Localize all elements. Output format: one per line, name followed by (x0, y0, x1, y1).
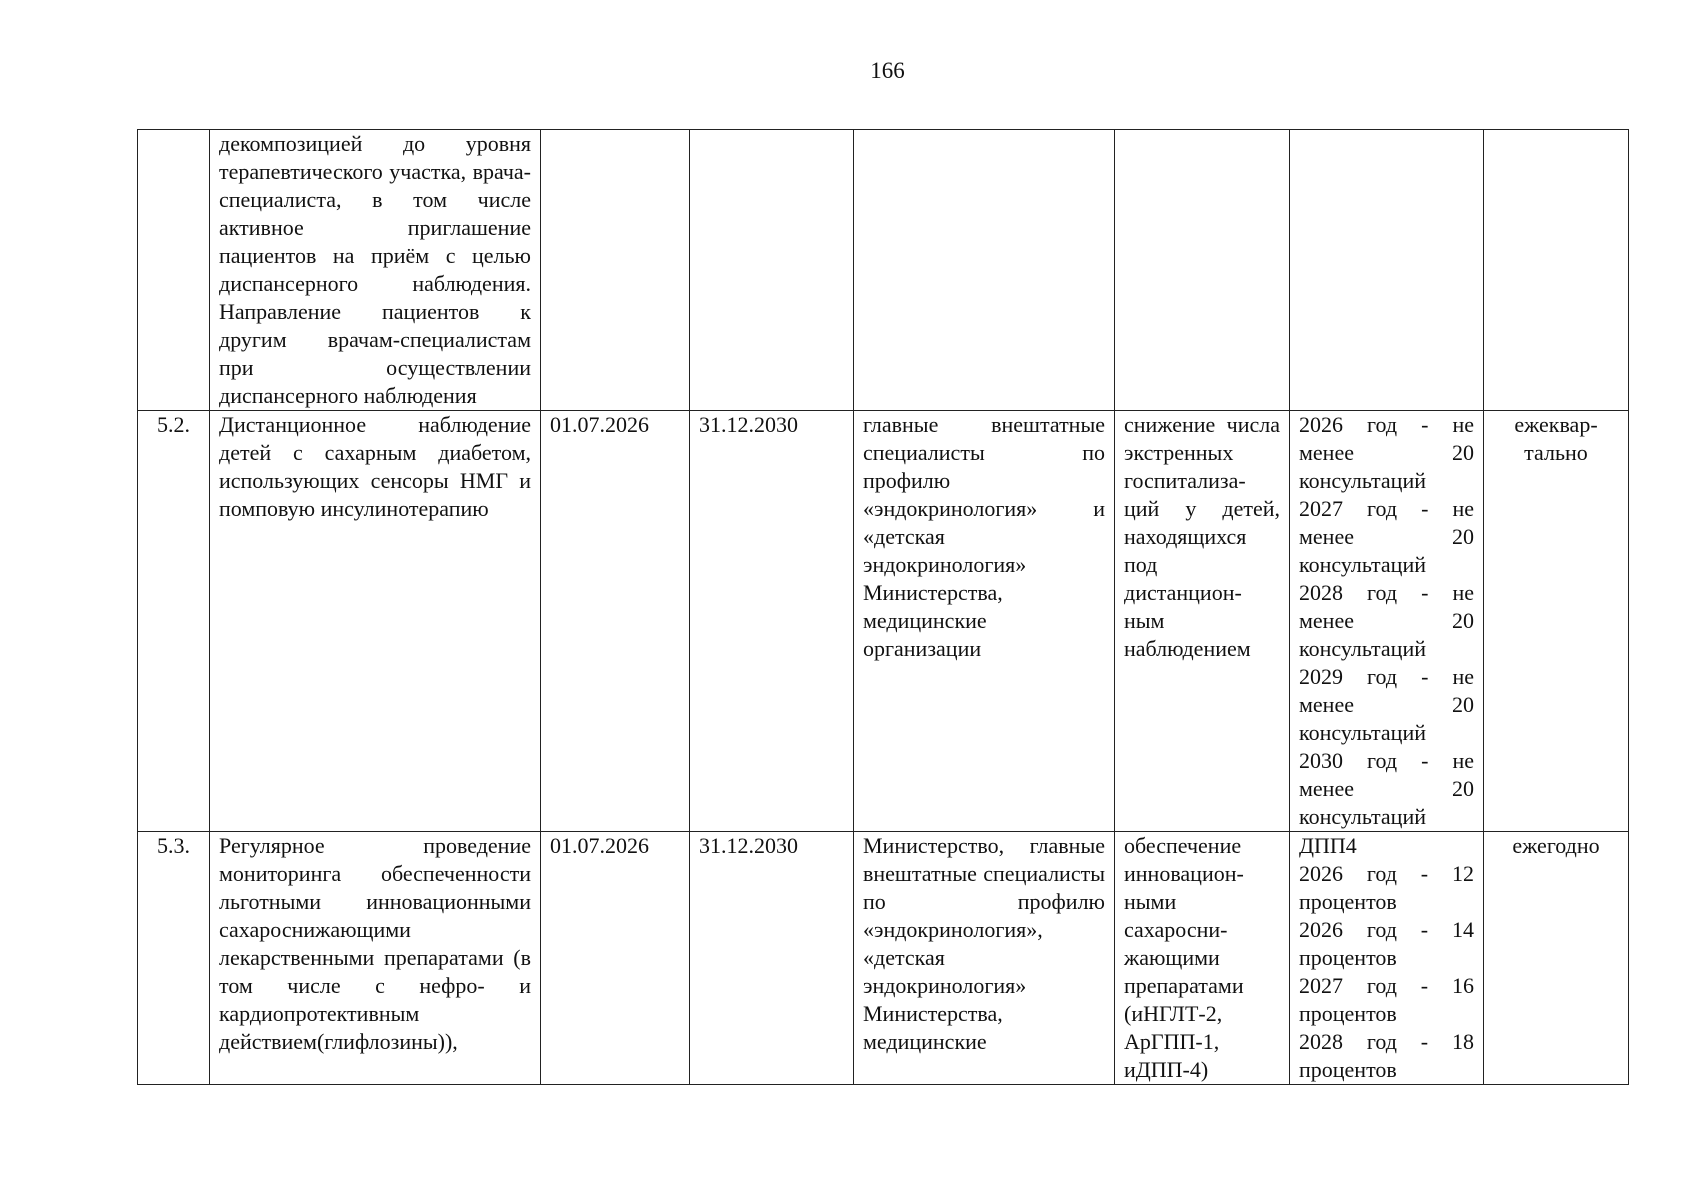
table-row (138, 832, 1629, 1085)
end-date-cell: 31.12.2030 (690, 832, 854, 1085)
end-date-cell: 31.12.2030 (690, 411, 854, 832)
responsible-cell: главные внештатные специалисты по профилю «эндокринология» и «детская эндокринология» Министерства, медицинские организации (854, 411, 1115, 832)
measure-text-cell: Регулярное проведение мониторинга обеспеченности льготными инновационными сахароснижающими лекарственными препаратами (в том числе с нефро- и кардиопротективным действием(глифлозины)), (210, 832, 541, 1085)
indicator-line: ДПП4 (1299, 833, 1357, 858)
start-date-cell: 01.07.2026 (541, 411, 690, 832)
row-number-cell: 5.2. (138, 411, 210, 832)
start-date-cell (541, 130, 690, 411)
frequency-cell (1484, 130, 1629, 411)
result-cell: снижение числа экстренных госпитализа-ций у детей, находящихся под дистанцион-ным наблюдением (1115, 411, 1290, 832)
indicator-cell (1290, 411, 1484, 832)
measure-text-cell: декомпозицией до уровня терапевтического участка, врача-специалиста, в том числе активное приглашение пациентов на приём с целью диспансерного наблюдения. Направление пациентов к другим врачам-специалистам при осуществлении диспансерного наблюдения (210, 130, 541, 411)
table-row (138, 130, 1629, 411)
indicator-line: 2026 год - 12 процентов (1299, 861, 1474, 914)
end-date-cell (690, 130, 854, 411)
indicator-cell (1290, 130, 1484, 411)
frequency-cell: ежегодно (1484, 832, 1629, 1085)
indicator-line: 2027 год - не менее 20 консультаций (1299, 496, 1474, 577)
indicator-line: 2028 год - не менее 20 консультаций (1299, 580, 1474, 661)
responsible-cell: Министерство, главные внештатные специалисты по профилю «эндокринология», «детская эндокринология» Министерства, медицинские (854, 832, 1115, 1085)
result-cell: обеспечение инновацион-ными сахаросни-жающими препаратами (иНГЛТ-2, АрГПП-1, иДПП-4) (1115, 832, 1290, 1085)
responsible-cell (854, 130, 1115, 411)
row-number-cell (138, 130, 210, 411)
row-number-cell: 5.3. (138, 832, 210, 1085)
frequency-cell: ежеквар-тально (1484, 411, 1629, 832)
indicator-line: 2030 год - не менее 20 консультаций (1299, 748, 1474, 829)
indicator-line: 2028 год - 18 процентов (1299, 1029, 1474, 1082)
indicator-line: 2027 год - 16 процентов (1299, 973, 1474, 1026)
indicator-line: 2029 год - не менее 20 консультаций (1299, 664, 1474, 745)
indicator-cell (1290, 832, 1484, 1085)
start-date-cell: 01.07.2026 (541, 832, 690, 1085)
indicator-line: 2026 год - не менее 20 консультаций (1299, 412, 1474, 493)
indicator-line: 2026 год - 14 процентов (1299, 917, 1474, 970)
measure-text-cell: Дистанционное наблюдение детей с сахарным диабетом, использующих сенсоры НМГ и помповую инсулинотерапию (210, 411, 541, 832)
result-cell (1115, 130, 1290, 411)
page-number: 166 (870, 58, 905, 83)
measures-table (137, 129, 1629, 1085)
table-row (138, 411, 1629, 832)
